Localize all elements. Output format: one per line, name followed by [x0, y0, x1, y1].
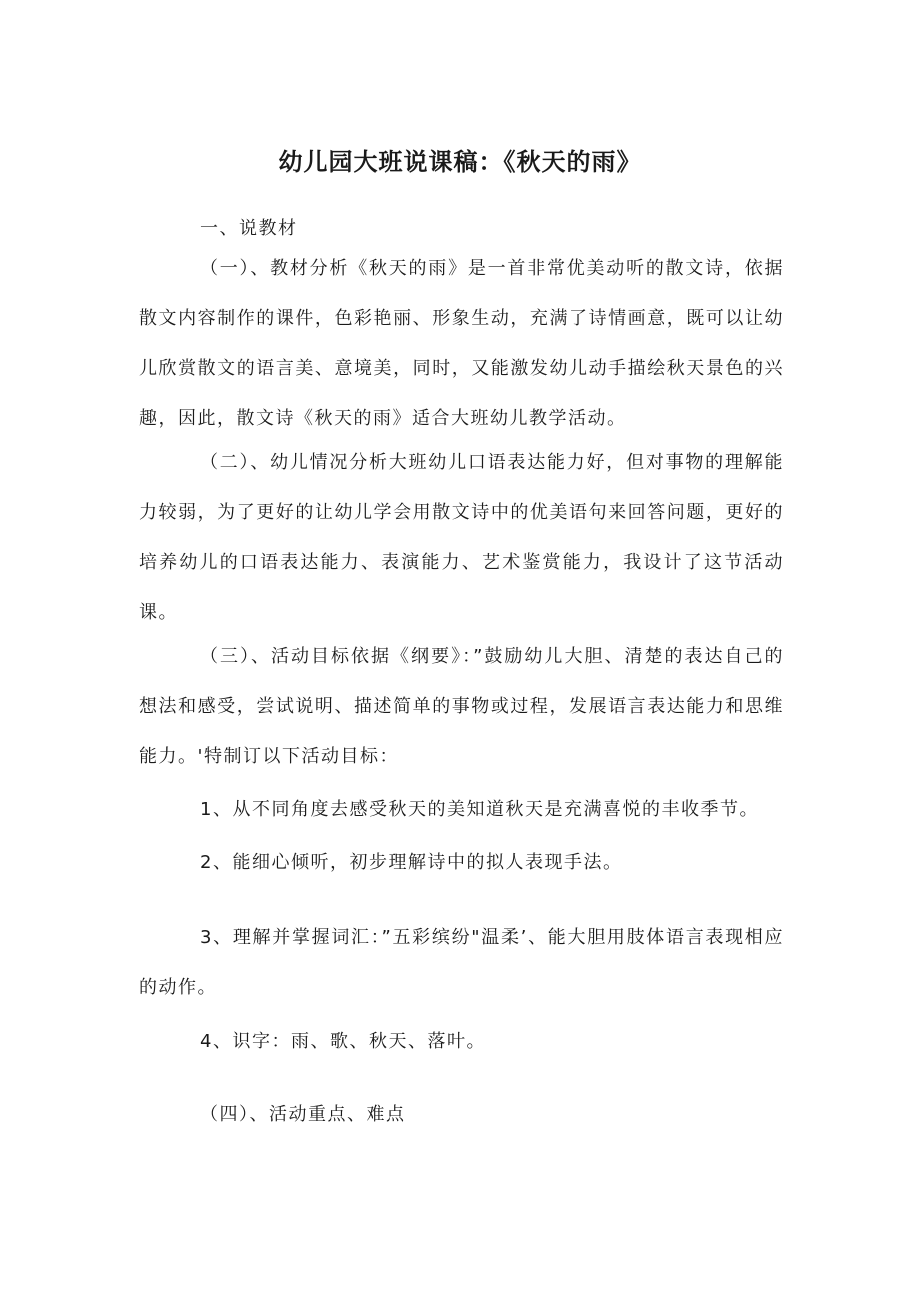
goal-item-1: 1、从不同角度去感受秋天的美知道秋天是充满喜悦的丰收季节。	[200, 799, 759, 820]
section-heading-teaching-material: 一、说教材	[200, 218, 298, 239]
paragraph-activity-goals: （三）、活动目标依据《纲要》：”鼓励幼儿大胆、清楚的表达自己的想法和感受，尝试说明、描述简单的事物或过程，发展语言表达能力和思维能力。'特制订以下活动目标：	[139, 646, 784, 767]
goal-item-3: 3、理解并掌握词汇：”五彩缤纷"温柔’、能大胆用肢体语言表现相应的动作。	[139, 927, 784, 998]
goal-item-4: 4、识字：雨、歌、秋天、落叶。	[200, 1031, 486, 1052]
goal-item-2: 2、能细心倾听，初步理解诗中的拟人表现手法。	[200, 852, 623, 873]
subsection-key-points: （四）、活动重点、难点	[200, 1104, 406, 1125]
paragraph-material-analysis: （一）、教材分析《秋天的雨》是一首非常优美动听的散文诗，依据散文内容制作的课件，色彩艳丽、形象生动，充满了诗情画意，既可以让幼儿欣赏散文的语言美、意境美，同时，又能激发幼儿动手描绘秋天景色的兴趣，因此，散文诗《秋天的雨》适合大班幼儿教学活动。	[139, 258, 784, 429]
paragraph-children-analysis: （二）、幼儿情况分析大班幼儿口语表达能力好，但对事物的理解能力较弱，为了更好的让幼儿学会用散文诗中的优美语句来回答问题，更好的培养幼儿的口语表达能力、表演能力、艺术鉴赏能力，我设计了这节活动课。	[139, 452, 784, 623]
document-title: 幼儿园大班说课稿：《秋天的雨》	[278, 148, 642, 176]
